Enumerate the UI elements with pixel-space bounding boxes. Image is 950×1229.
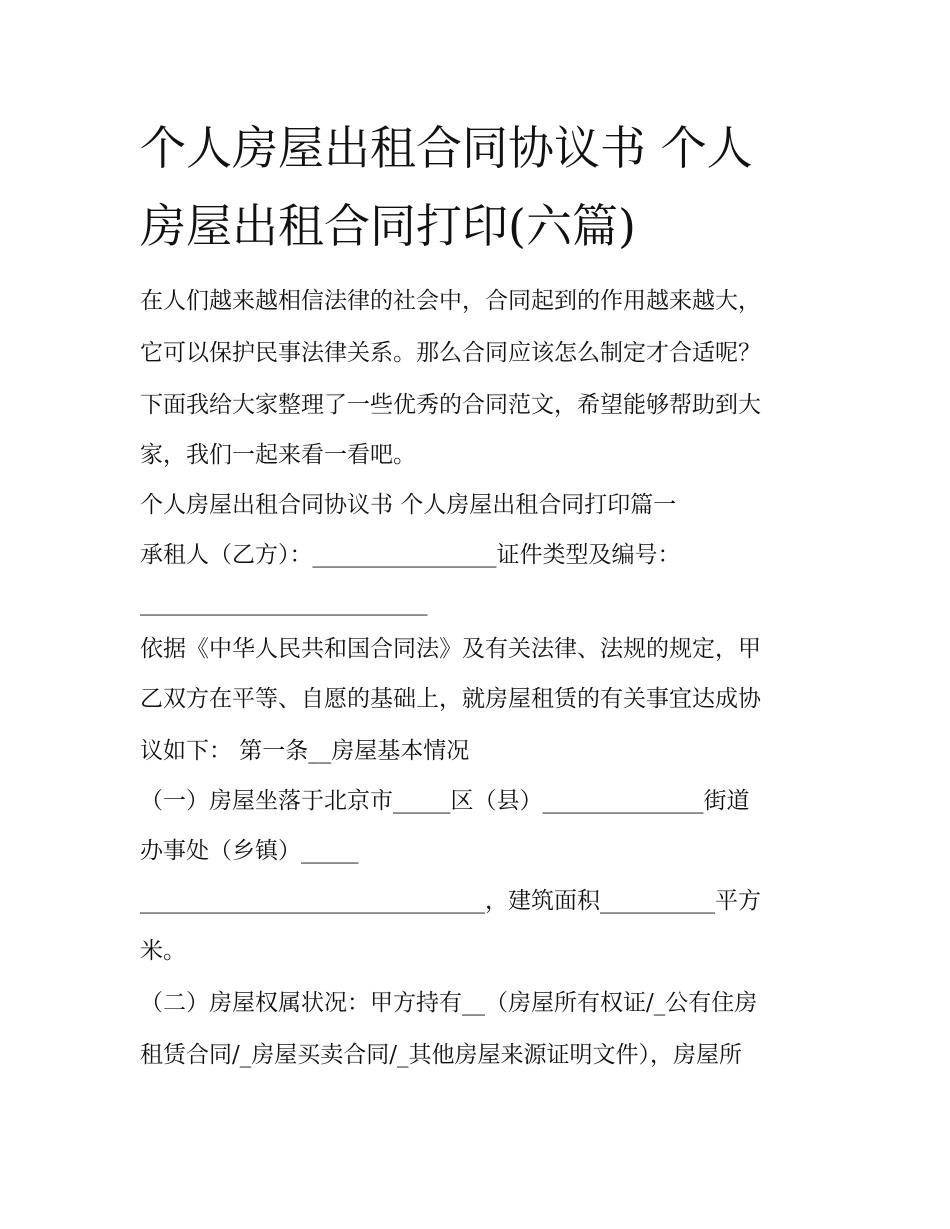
body-line: （一）房屋坐落于北京市_____区（县）______________街道 [140,788,750,814]
body-line: 米。 [140,938,186,964]
body-line: 下面我给大家整理了一些优秀的合同范文，希望能够帮助到大 [140,392,761,418]
body-line: ______________________________，建筑面积__________平方 [140,888,761,914]
body-line: 乙双方在平等、自愿的基础上，就房屋租赁的有关事宜达成协 [140,686,761,712]
body-line: 议如下： 第一条__房屋基本情况 [140,738,470,764]
document-title-line-2: 房屋出租合同打印(六篇) [140,199,636,253]
body-line: 它可以保护民事法律关系。那么合同应该怎么制定才合适呢？ [140,340,761,366]
body-line: 依据《中华人民共和国合同法》及有关法律、法规的规定，甲 [140,636,761,662]
section-heading: 个人房屋出租合同协议书 个人房屋出租合同打印篇一 [140,492,677,518]
blank-line: _________________________ [140,590,428,616]
body-line: （二）房屋权属状况：甲方持有__（房屋所有权证/_公有住房 [140,990,758,1016]
body-line: 租赁合同/_房屋买卖合同/_其他房屋来源证明文件），房屋所 [140,1042,742,1068]
body-line: 在人们越来越相信法律的社会中，合同起到的作用越来越大， [140,288,761,314]
body-line: 承租人（乙方）：________________证件类型及编号： [140,542,681,568]
document-title-line-1: 个人房屋出租合同协议书 个人 [140,121,753,175]
body-line: 办事处（乡镇）_____ [140,838,359,864]
body-line: 家，我们一起来看一看吧。 [140,442,416,468]
